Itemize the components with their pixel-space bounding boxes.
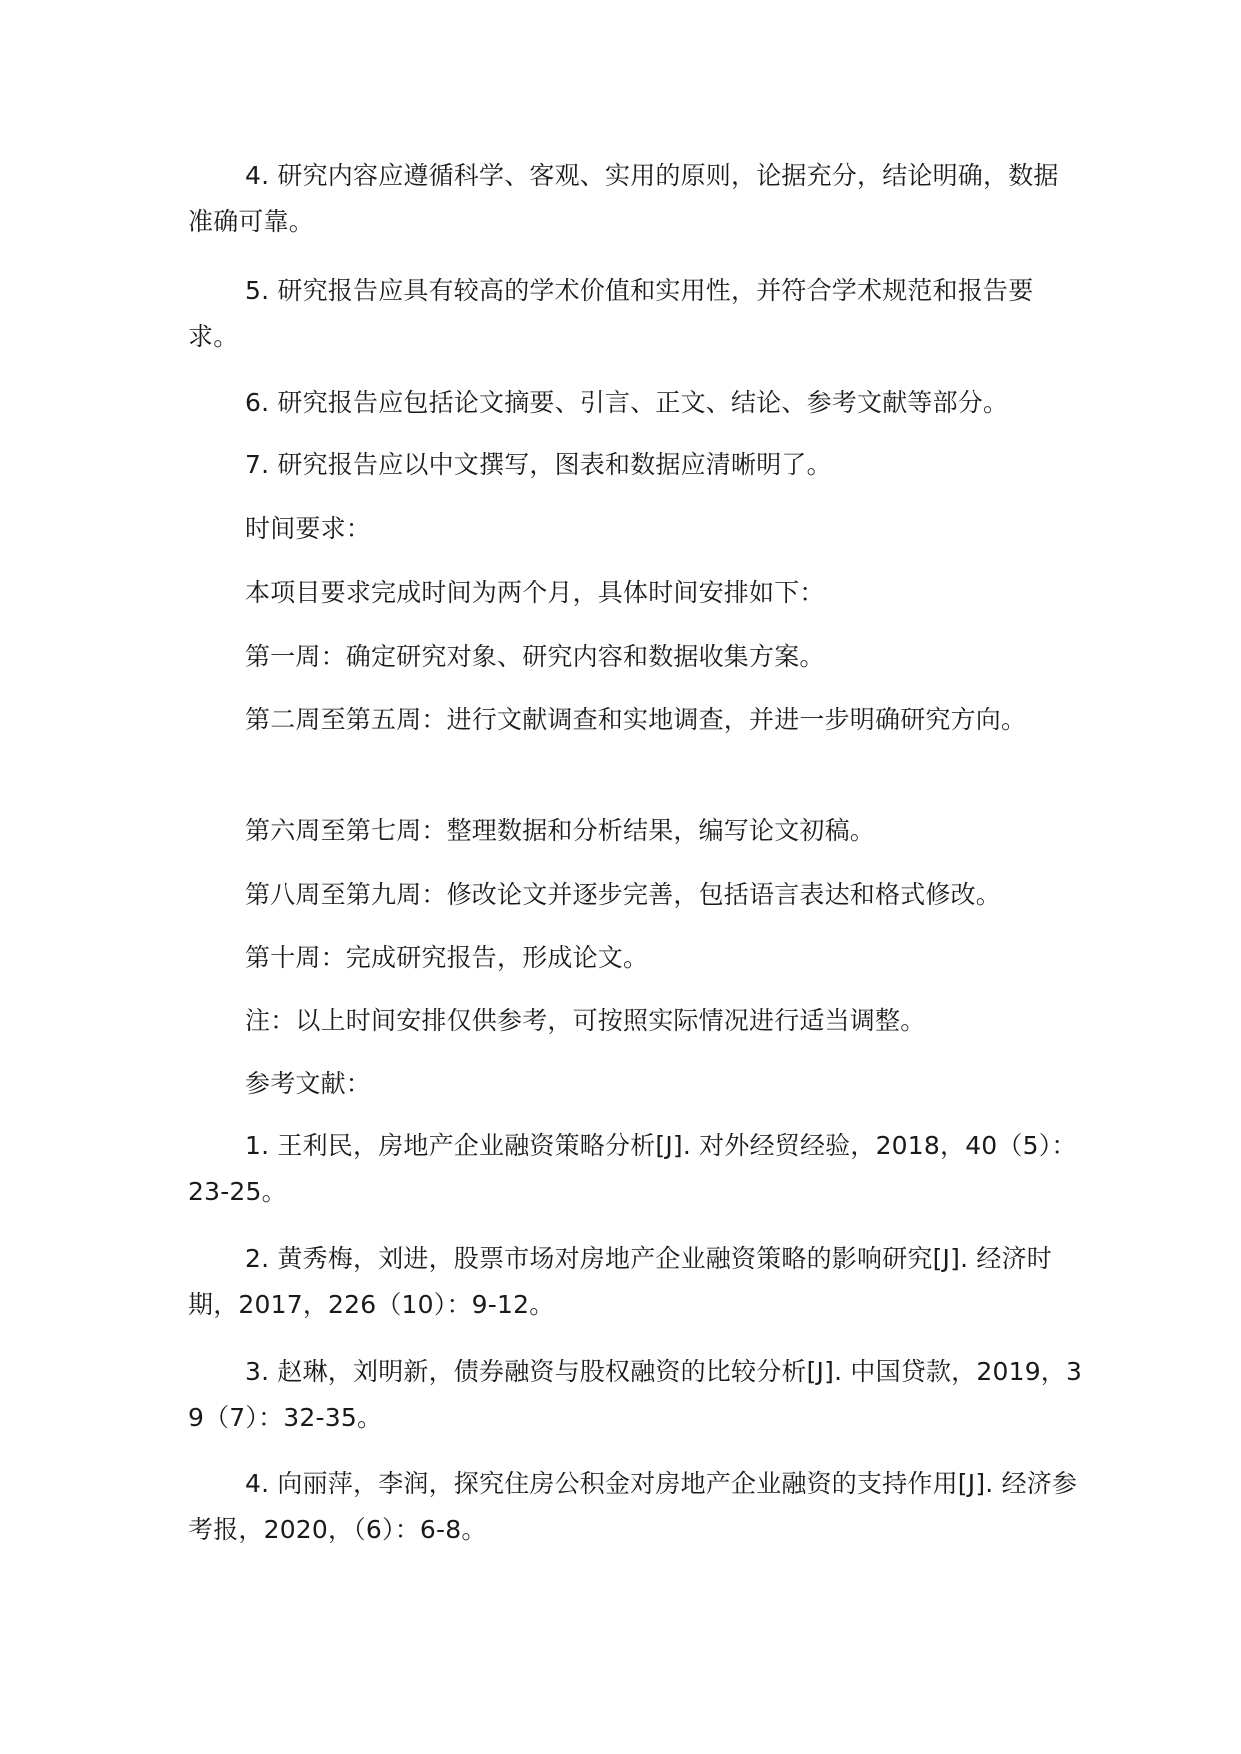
schedule-heading: 时间要求： (245, 514, 372, 543)
schedule-week-10: 第十周：完成研究报告，形成论文。 (245, 943, 649, 972)
reference-item-2: 2. 黄秀梅，刘进，股票市场对房地产企业融资策略的影响研究[J]. 经济时期，2017，226（10）：9-12。 (188, 1244, 1052, 1319)
requirement-item-4: 4. 研究内容应遵循科学、客观、实用的原则，论据充分，结论明确，数据准确可靠。 (188, 161, 1059, 236)
schedule-week-6-7: 第六周至第七周：整理数据和分析结果，编写论文初稿。 (245, 816, 876, 845)
requirement-item-6: 6. 研究报告应包括论文摘要、引言、正文、结论、参考文献等部分。 (245, 388, 1009, 417)
reference-item-1: 1. 王利民，房地产企业融资策略分析[J]. 对外经贸经验，2018，40（5）：23-25。 (188, 1131, 1077, 1206)
schedule-note: 注：以上时间安排仅供参考，可按照实际情况进行适当调整。 (245, 1006, 926, 1035)
requirement-item-7: 7. 研究报告应以中文撰写，图表和数据应清晰明了。 (245, 450, 832, 479)
schedule-week-2-5: 第二周至第五周：进行文献调查和实地调查，并进一步明确研究方向。 (245, 705, 1027, 734)
schedule-week-1: 第一周：确定研究对象、研究内容和数据收集方案。 (245, 642, 825, 671)
reference-item-3: 3. 赵琳，刘明新，债券融资与股权融资的比较分析[J]. 中国贷款，2019，39（7）：32-35。 (188, 1357, 1083, 1432)
schedule-intro: 本项目要求完成时间为两个月，具体时间安排如下： (245, 578, 825, 607)
requirement-item-5: 5. 研究报告应具有较高的学术价值和实用性，并符合学术规范和报告要求。 (188, 276, 1034, 351)
schedule-week-8-9: 第八周至第九周：修改论文并逐步完善，包括语言表达和格式修改。 (245, 880, 1002, 909)
reference-item-4: 4. 向丽萍，李润，探究住房公积金对房地产企业融资的支持作用[J]. 经济参考报，2020，（6）：6-8。 (188, 1469, 1078, 1544)
references-heading: 参考文献： (245, 1069, 372, 1098)
